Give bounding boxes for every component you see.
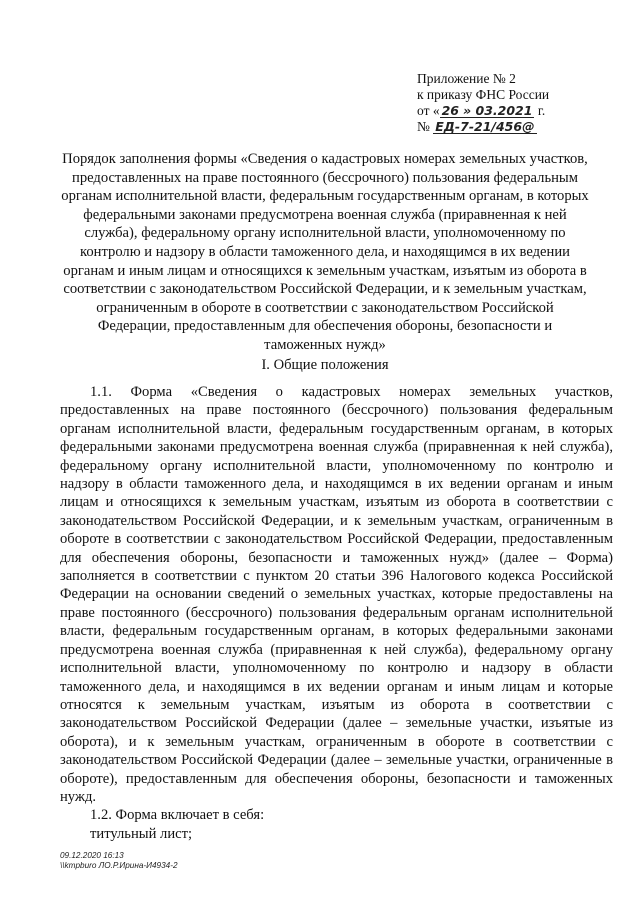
date-prefix: от « [417,103,440,118]
list-item-title-page: титульный лист; [90,825,193,842]
appendix-date [417,103,617,119]
footer-timestamp: 09.12.2020 16:13 [60,851,124,860]
page-footer [60,851,360,871]
order-number-handwritten: ЕД-7-21/456@ [435,119,535,134]
document-body [60,383,613,843]
paragraph-1-2: 1.2. Форма включает в себя: [90,807,265,824]
section-heading: I. Общие положения [261,357,389,373]
appendix-number [417,119,617,135]
date-month-year-handwritten: » 03.2021 [463,103,533,118]
appendix-block [417,71,617,135]
appendix-title: Приложение № 2 [417,71,516,86]
date-day-handwritten: 26 [441,103,460,118]
paragraph-1-1: 1.1. Форма «Сведения о кадастровых номерах земельных участков, предоставленных на праве постоянного (бессрочного) пользования федеральным органам исполнительной власти, федеральным государственным органам, в которых федеральными законами предусмотрена военная служба (приравненная к ней служба), федеральному органу исполнительной власти, уполномоченному по контролю и надзору в области таможенного дела, и находящимся в их ведении органам и иным лицам и относящихся к земельным участкам, изъятым из оборота в соответствии с законодательством Российской Федерации, и к земельным участкам, ограниченным в обороте в соответствии с законодательством Российской Федерации, предоставленным для обеспечения обороны, безопасности и таможенных нужд» (далее – Форма) заполняется в соответствии с пунктом 20 статьи 396 Налогового кодекса Российской Федерации на основании сведений о земельных участках, которые предоставлены на праве постоянного (бессрочного) пользования федеральным органам исполнительной власти, федеральным государственным органам, в которых федеральными законами предусмотрена военная служба (приравненная к ней служба), федеральному органу исполнительной власти, уполномоченному по контролю и надзору в области таможенного дела, и находящимся в их ведении органам и иным лицам и которые относятся к земельным участкам, изъятым из оборота в соответствии с законодательством Российской Федерации (далее – земельные участки, изъятые из оборота), и к земельным участкам, ограниченным в обороте в соответствии с законодательством Российской Федерации (далее – земельные участки, ограниченные в обороте), предоставленным для обеспечения обороны, безопасности и таможенных нужд. [60,384,613,805]
appendix-order-ref: к приказу ФНС России [417,87,550,102]
document-title: Порядок заполнения формы «Сведения о кадастровых номерах земельных участков, предоставленных на праве постоянного (бессрочного) пользования федеральным органам исполнительной власти, федеральным государственным органам, в которых федеральными законами предусмотрена военная служба (приравненная к ней служба), федеральному органу исполнительной власти, уполномоченному по контролю и надзору в области таможенного дела, и находящимся в их ведении органам и иным лицам и относящихся к земельным участкам, изъятым из оборота в соответствии с законодательством Российской Федерации, и к земельным участкам, ограниченным в обороте в соответствии с законодательством Российской Федерации, предоставленным для обеспечения обороны, безопасности и таможенных нужд» [61,151,589,353]
date-suffix: г. [534,103,546,118]
number-prefix: № [417,119,434,134]
footer-file-path: \\kmpburo ЛО.Р.Ирина-И4934-2 [60,861,178,870]
